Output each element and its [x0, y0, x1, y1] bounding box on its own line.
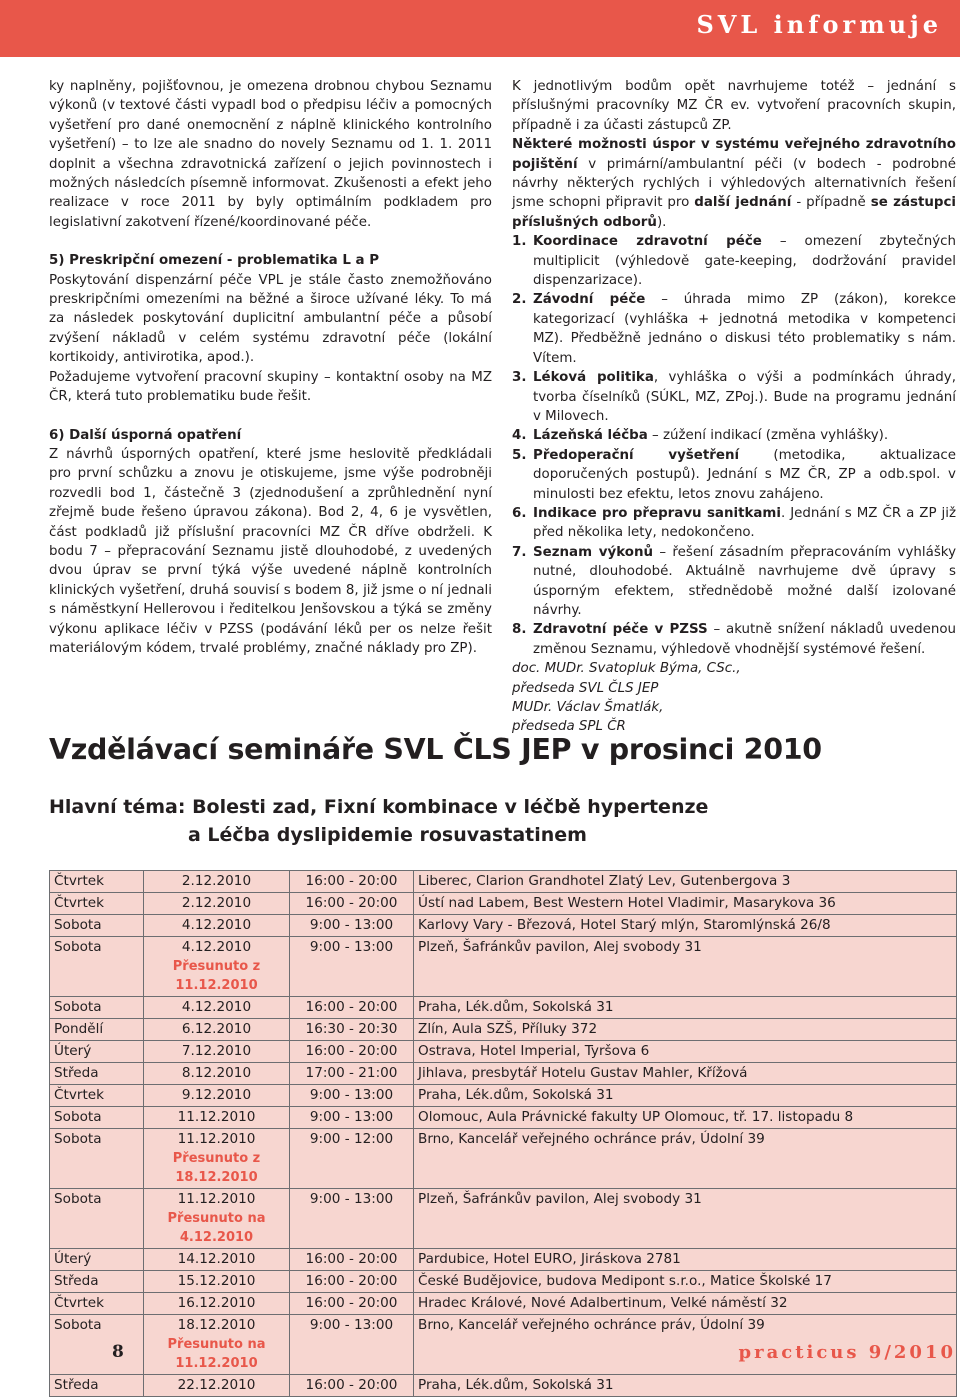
day-cell-text: Středa — [54, 1377, 99, 1393]
date-cell — [144, 871, 290, 893]
item-text: . Jednání s MZ ČR a ZP již před několika lety, nedokončeno. — [533, 505, 956, 541]
date-cell — [144, 997, 290, 1019]
date-cell-text: 11.12.2010 — [177, 1109, 256, 1125]
table-row — [50, 1085, 957, 1107]
day-cell-text: Sobota — [54, 917, 102, 933]
item-heading: Zdravotní péče v PZSS — [533, 622, 708, 638]
time-cell — [290, 1041, 414, 1063]
place-cell — [414, 1041, 957, 1063]
time-cell — [290, 1189, 414, 1249]
moved-note: Přesunuto z 11.12.2010 — [172, 959, 261, 993]
place-cell — [414, 1107, 957, 1129]
date-cell — [144, 1315, 290, 1375]
item-number: 8. — [512, 622, 527, 638]
table-row — [50, 1129, 957, 1189]
place-cell — [414, 1019, 957, 1041]
date-cell — [144, 1375, 290, 1397]
date-cell-text: 6.12.2010 — [181, 1021, 252, 1037]
time-cell — [290, 997, 414, 1019]
time-cell — [290, 1019, 414, 1041]
time-cell — [290, 1085, 414, 1107]
section-heading: 5) Preskripční omezení - problematika L a P — [49, 253, 380, 269]
section-heading: 6) Další úsporná opatření — [49, 427, 242, 443]
day-cell-text: Čtvrtek — [54, 895, 105, 911]
list-item — [512, 620, 956, 659]
time-cell-text: 17:00 - 21:00 — [305, 1065, 398, 1081]
time-cell-text: 9:00 - 13:00 — [309, 1191, 394, 1207]
place-cell-text: Ústí nad Labem, Best Western Hotel Vladimir, Masarykova 36 — [418, 895, 836, 911]
place-cell — [414, 871, 957, 893]
day-cell — [50, 1107, 144, 1129]
day-cell-text: Čtvrtek — [54, 1295, 105, 1311]
day-cell-text: Úterý — [54, 1043, 92, 1059]
item-number: 4. — [512, 428, 527, 444]
day-cell-text: Sobota — [54, 939, 102, 955]
magazine-footer: practicus 9/2010 — [738, 1342, 956, 1363]
right-column — [512, 77, 956, 737]
place-cell-text: Olomouc, Aula Právnické fakulty UP Olomouc, tř. 17. listopadu 8 — [418, 1109, 854, 1125]
date-cell-text: 8.12.2010 — [181, 1065, 252, 1081]
place-cell-text: Praha, Lék.dům, Sokolská 31 — [418, 1377, 614, 1393]
table-row — [50, 1063, 957, 1085]
place-cell — [414, 1293, 957, 1315]
day-cell — [50, 937, 144, 997]
signature-line: předseda SVL ČLS JEP — [512, 680, 659, 696]
day-cell-text: Sobota — [54, 1191, 102, 1207]
seminar-schedule-table — [49, 870, 957, 1397]
left-column — [49, 77, 492, 658]
time-cell-text: 16:00 - 20:00 — [305, 895, 398, 911]
date-cell-text: 4.12.2010 — [181, 999, 252, 1015]
table-row — [50, 915, 957, 937]
paragraph — [512, 135, 956, 232]
date-cell — [144, 1249, 290, 1271]
item-text: – zúžení indikací (změna vyhlášky). — [647, 428, 889, 444]
paragraph: Z návrhů úsporných opatření, které jsme heslovitě předkládali pro první schůzku a znovu je otiskujeme, jsme výše podrobněji rozvedli bod 1, částečně 3 (zjednodušení a zprůhlednění nyní zřejmě bude řešeno úpravou zákona). Bod 2, 4, 6 je vysvětlen, část podkladů již příslušní pracovníci MZ ČR dříve obdrželi. K bodu 7 – přepracování Seznamu jistě dlouhodobé, z uvedených dvou úprav se první týká výše uvedené náplně kontrolních klinických vyšetření, druhá souvisí s bodem 8, již jsme o ní jednali s náměstkyní Hellerovou i ředitelkou Jenšovskou a týká se změny výkonu aplikace léčiv v PZSS (podávání léků per os nelze řešit materiálovým kódem, trvalé problémy, značné náklady pro ZP). — [49, 446, 492, 656]
time-cell — [290, 1129, 414, 1189]
date-cell-text: 2.12.2010 — [181, 873, 252, 889]
place-cell — [414, 1129, 957, 1189]
place-cell — [414, 1249, 957, 1271]
item-number: 6. — [512, 505, 527, 521]
subtitle-line: a Léčba dyslipidemie rosuvastatinem — [188, 824, 587, 846]
time-cell — [290, 1315, 414, 1375]
date-cell-text: 18.12.2010 — [177, 1317, 256, 1333]
day-cell-text: Úterý — [54, 1251, 92, 1267]
date-cell-text: 14.12.2010 — [177, 1251, 256, 1267]
table-row — [50, 1041, 957, 1063]
date-cell-text: 4.12.2010 — [181, 939, 252, 955]
item-number: 1. — [512, 234, 527, 250]
bold-text: se zástupci příslušných odborů — [512, 195, 957, 230]
table-row — [50, 1293, 957, 1315]
time-cell-text: 9:00 - 13:00 — [309, 1109, 394, 1125]
list-item — [512, 368, 956, 426]
place-cell-text: České Budějovice, budova Medipont s.r.o., Matice Školské 17 — [418, 1273, 832, 1289]
place-cell-text: Praha, Lék.dům, Sokolská 31 — [418, 999, 614, 1015]
list-item — [512, 426, 956, 445]
table-row — [50, 871, 957, 893]
place-cell-text: Plzeň, Šafránkův pavilon, Alej svobody 31 — [418, 939, 702, 955]
day-cell — [50, 893, 144, 915]
list-item — [512, 290, 956, 368]
item-heading: Koordinace zdravotní péče — [533, 234, 762, 250]
day-cell — [50, 1085, 144, 1107]
seminar-subtitle — [49, 793, 749, 849]
time-cell-text: 16:00 - 20:00 — [305, 1273, 398, 1289]
moved-note: Přesunuto na 4.12.2010 — [167, 1211, 266, 1245]
item-heading: Závodní péče — [533, 292, 646, 308]
time-cell-text: 9:00 - 13:00 — [309, 917, 394, 933]
date-cell — [144, 1019, 290, 1041]
day-cell — [50, 915, 144, 937]
time-cell — [290, 915, 414, 937]
date-cell-text: 2.12.2010 — [181, 895, 252, 911]
item-heading: Indikace pro přepravu sanitkami — [533, 505, 781, 521]
day-cell — [50, 1019, 144, 1041]
seminar-title: Vzdělávací semináře SVL ČLS JEP v prosinci 2010 — [49, 733, 822, 766]
day-cell-text: Sobota — [54, 1109, 102, 1125]
date-cell — [144, 1107, 290, 1129]
place-cell-text: Praha, Lék.dům, Sokolská 31 — [418, 1087, 614, 1103]
signature-line: doc. MUDr. Svatopluk Býma, CSc., — [512, 661, 741, 677]
table-row — [50, 1271, 957, 1293]
item-number: 7. — [512, 544, 527, 560]
place-cell-text: Brno, Kancelář veřejného ochránce práv, Údolní 39 — [418, 1131, 765, 1147]
text: v primární/ambulantní péči (v bodech - podrobné návrhy některých rychlých i výhledových alternativních řešení jsme schopni připravit pro — [512, 156, 956, 211]
day-cell — [50, 871, 144, 893]
list-item — [512, 504, 956, 543]
date-cell-text: 16.12.2010 — [177, 1295, 256, 1311]
place-cell — [414, 915, 957, 937]
day-cell-text: Pondělí — [54, 1021, 104, 1037]
place-cell — [414, 1063, 957, 1085]
date-cell — [144, 1189, 290, 1249]
day-cell-text: Čtvrtek — [54, 873, 105, 889]
table-row — [50, 1249, 957, 1271]
item-heading: Léková politika — [533, 370, 654, 386]
time-cell — [290, 1375, 414, 1397]
text: - případně — [791, 195, 871, 211]
time-cell-text: 16:30 - 20:30 — [305, 1021, 398, 1037]
paragraph: K jednotlivým bodům opět navrhujeme totéž – jednání s příslušnými pracovníky MZ ČR ev. vytvoření pracovních skupin, případně i za účasti zástupců ZP. — [512, 79, 956, 133]
date-cell — [144, 1085, 290, 1107]
item-number: 3. — [512, 370, 527, 386]
savings-list — [512, 232, 956, 659]
list-item — [512, 232, 956, 290]
place-cell-text: Pardubice, Hotel EURO, Jiráskova 2781 — [418, 1251, 681, 1267]
day-cell — [50, 1041, 144, 1063]
bold-text: Některé možnosti úspor v systému veřejného zdravotního pojištění — [512, 137, 956, 172]
item-heading: Předoperační vyšetření — [533, 447, 740, 463]
time-cell — [290, 893, 414, 915]
place-cell-text: Jihlava, presbytář Hotelu Gustav Mahler, Křížová — [418, 1065, 748, 1081]
table-row — [50, 1019, 957, 1041]
date-cell-text: 9.12.2010 — [181, 1087, 252, 1103]
place-cell — [414, 1375, 957, 1397]
place-cell-text: Brno, Kancelář veřejného ochránce práv, Údolní 39 — [418, 1317, 765, 1333]
time-cell-text: 16:00 - 20:00 — [305, 1295, 398, 1311]
time-cell — [290, 937, 414, 997]
item-text: – omezení zbytečných multiplicit (výhledově gate-keeping, dodržování pravidel dispenzarizace). — [533, 234, 956, 289]
date-cell — [144, 937, 290, 997]
item-heading: Seznam výkonů — [533, 544, 654, 560]
table-row — [50, 1375, 957, 1397]
place-cell-text: Plzeň, Šafránkův pavilon, Alej svobody 31 — [418, 1191, 702, 1207]
date-cell-text: 11.12.2010 — [177, 1131, 256, 1147]
list-item — [512, 543, 956, 621]
day-cell — [50, 1271, 144, 1293]
day-cell-text: Čtvrtek — [54, 1087, 105, 1103]
table-row — [50, 937, 957, 997]
day-cell — [50, 1375, 144, 1397]
table-row — [50, 1189, 957, 1249]
time-cell — [290, 1063, 414, 1085]
table-row — [50, 893, 957, 915]
text: ). — [656, 214, 667, 230]
time-cell-text: 16:00 - 20:00 — [305, 1377, 398, 1393]
section-title: SVL informuje — [696, 10, 942, 39]
signature-line: předseda SPL ČR — [512, 719, 626, 735]
day-cell-text: Středa — [54, 1273, 99, 1289]
day-cell — [50, 1063, 144, 1085]
paragraph: Poskytování dispenzární péče VPL je stále často znemožňováno preskripčními omezeními na běžné a široce užívané léky. To má za následek poskytování duplicitní ambulantní péče a působí zvýšení nákladů v celém systému zdravotní péče (lokální kortikoidy, antivirotika, apod.). — [49, 272, 492, 366]
day-cell — [50, 1249, 144, 1271]
place-cell — [414, 1271, 957, 1293]
date-cell — [144, 893, 290, 915]
place-cell-text: Karlovy Vary - Březová, Hotel Starý mlýn, Staromlýnská 26/8 — [418, 917, 831, 933]
table-row — [50, 997, 957, 1019]
day-cell — [50, 1189, 144, 1249]
paragraph: ky naplněny, pojišťovnou, je omezena drobnou chybou Seznamu výkonů (v textové části vypadl bod o předpisu léčiv a pomocných vyšetření pro dané onemocnění z náplně klinického kontrolního vyšetření) – to lze ale snadno do novely Seznamu od 1. 1. 2011 doplnit a všechna zdravotnická zařízení o jejich povinnostech i možných následcích písemně informovat. Zkušenosti a efekt jeho realizace v roce 2011 by byly optimálním podkladem pro legislativní zakotvení řízené/koordinované péče. — [49, 79, 492, 230]
time-cell — [290, 871, 414, 893]
place-cell-text: Liberec, Clarion Grandhotel Zlatý Lev, Gutenbergova 3 — [418, 873, 791, 889]
item-text: – řešení zásadním přepracováním vyhlášky nutné, dlouhodobé. Aktuálně navrhujeme dvě úpravy s úsporným efektem, střednědobě možné další izolované návrhy. — [533, 544, 956, 618]
moved-note: Přesunuto z 18.12.2010 — [172, 1151, 261, 1185]
place-cell — [414, 893, 957, 915]
time-cell-text: 9:00 - 12:00 — [309, 1131, 394, 1147]
date-cell-text: 11.12.2010 — [177, 1191, 256, 1207]
date-cell-text: 4.12.2010 — [181, 917, 252, 933]
moved-note: Přesunuto na 11.12.2010 — [167, 1337, 266, 1371]
place-cell-text: Zlín, Aula SZŠ, Příluky 372 — [418, 1021, 598, 1037]
date-cell-text: 15.12.2010 — [177, 1273, 256, 1289]
place-cell — [414, 1189, 957, 1249]
item-text: – akutně snížení nákladů uvedenou změnou Seznamu, výhledově vhodnější systémové řešení. — [533, 622, 957, 657]
time-cell-text: 9:00 - 13:00 — [309, 1087, 394, 1103]
day-cell — [50, 1129, 144, 1189]
item-text: , vyhláška o výši a podmínkách úhrady, tvorba číselníků (SÚKL, MZ, ZPoj.). Bude na programu jednání v Milovech. — [533, 370, 956, 424]
item-number: 5. — [512, 447, 527, 463]
day-cell — [50, 1315, 144, 1375]
day-cell — [50, 1293, 144, 1315]
place-cell-text: Hradec Králové, Nové Adalbertinum, Velké náměstí 32 — [418, 1295, 788, 1311]
place-cell — [414, 997, 957, 1019]
time-cell — [290, 1293, 414, 1315]
day-cell-text: Sobota — [54, 999, 102, 1015]
time-cell-text: 9:00 - 13:00 — [309, 1317, 394, 1333]
list-item — [512, 446, 956, 504]
date-cell-text: 22.12.2010 — [177, 1377, 256, 1393]
signature-line: MUDr. Václav Šmatlák, — [512, 700, 664, 715]
bold-text: další jednání — [694, 195, 792, 211]
item-heading: Lázeňská léčba — [533, 428, 648, 444]
date-cell — [144, 1129, 290, 1189]
page-number: 8 — [112, 1342, 124, 1362]
paragraph: Požadujeme vytvoření pracovní skupiny – kontaktní osoby na MZ ČR, která tuto problematiku bude řešit. — [49, 369, 492, 405]
time-cell — [290, 1249, 414, 1271]
day-cell — [50, 997, 144, 1019]
date-cell — [144, 1271, 290, 1293]
time-cell-text: 16:00 - 20:00 — [305, 873, 398, 889]
time-cell-text: 16:00 - 20:00 — [305, 1251, 398, 1267]
section-header-bar — [0, 0, 960, 57]
date-cell-text: 7.12.2010 — [181, 1043, 252, 1059]
table-row — [50, 1107, 957, 1129]
day-cell-text: Sobota — [54, 1317, 102, 1333]
item-text: – úhrada mimo ZP (zákon), korekce kategorizací (vyhláška + jednotná metodika v kompetenci MZ). Předběžně jednáno o diskusi této problematiky s nám. Vítem. — [533, 292, 957, 366]
place-cell-text: Ostrava, Hotel Imperial, Tyršova 6 — [418, 1043, 650, 1059]
place-cell — [414, 937, 957, 997]
time-cell — [290, 1271, 414, 1293]
date-cell — [144, 1293, 290, 1315]
subtitle-line: Hlavní téma: Bolesti zad, Fixní kombinace v léčbě hypertenze — [49, 796, 709, 818]
day-cell-text: Středa — [54, 1065, 99, 1081]
place-cell — [414, 1085, 957, 1107]
day-cell-text: Sobota — [54, 1131, 102, 1147]
time-cell — [290, 1107, 414, 1129]
date-cell — [144, 1063, 290, 1085]
item-number: 2. — [512, 292, 527, 308]
item-text: (metodika, aktualizace doporučených postupů). Jednání s MZ ČR, ZP a odb.spol. v minulosti bez efektu, letos znovu zahájeno. — [533, 447, 956, 502]
time-cell-text: 16:00 - 20:00 — [305, 1043, 398, 1059]
date-cell — [144, 915, 290, 937]
time-cell-text: 9:00 - 13:00 — [309, 939, 394, 955]
date-cell — [144, 1041, 290, 1063]
time-cell-text: 16:00 - 20:00 — [305, 999, 398, 1015]
